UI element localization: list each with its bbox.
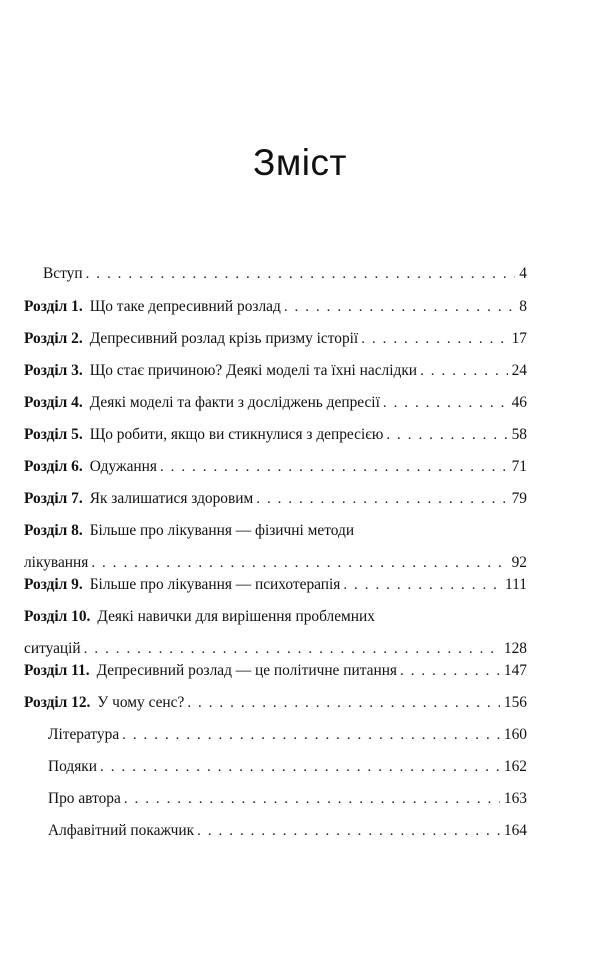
dot-leader	[256, 489, 507, 509]
toc-chapter-label: Розділ 10.	[24, 608, 91, 625]
toc-entry-title: Що робити, якщо ви стикнулися з депресією	[89, 426, 384, 443]
toc-entry-title-continuation: ситуацій	[24, 640, 81, 657]
toc-entry-title: Депресивний розлад крізь призму історії	[89, 330, 359, 347]
toc-entry	[24, 757, 527, 777]
dot-leader	[91, 553, 507, 573]
toc-entry-title: Алфавітний покажчик	[48, 822, 195, 839]
toc-entry-title: Література	[48, 726, 120, 743]
toc-page-number: 156	[503, 694, 527, 711]
toc-page-number: 8	[519, 298, 527, 315]
toc-entry	[24, 693, 527, 713]
toc-entry	[24, 661, 527, 681]
toc-entry	[24, 725, 527, 745]
toc-chapter-label: Розділ 8.	[24, 522, 83, 539]
toc-chapter-label: Розділ 4.	[24, 394, 83, 411]
toc-page-number: 162	[503, 758, 527, 775]
toc-entry	[24, 264, 527, 284]
toc-entry	[24, 457, 527, 477]
toc-entry-title: Вступ	[43, 265, 83, 282]
toc-entry	[24, 425, 527, 445]
dot-leader	[361, 329, 507, 349]
toc-entry	[24, 789, 527, 809]
toc-page-number: 160	[503, 726, 527, 743]
toc-page-number: 92	[511, 554, 527, 571]
dot-leader	[86, 264, 516, 284]
toc-page-number: 147	[503, 662, 527, 679]
toc-page-number: 164	[503, 822, 527, 839]
dot-leader	[400, 661, 500, 681]
toc-page-number: 24	[511, 362, 527, 379]
toc-entry-title: Про автора	[48, 790, 121, 807]
toc-entry-title: Більше про лікування — фізичні методи	[89, 522, 355, 539]
toc-entry-title: Деякі навички для вирішення проблемних	[97, 608, 375, 625]
toc-entry-title-continuation: лікування	[24, 554, 89, 571]
toc-page-number: 163	[503, 790, 527, 807]
toc-chapter-label: Розділ 5.	[24, 426, 83, 443]
toc-entry	[24, 575, 527, 595]
toc-page-number: 17	[511, 330, 527, 347]
dot-leader	[160, 457, 508, 477]
toc-page-number: 71	[511, 458, 527, 475]
toc-page-number: 79	[511, 490, 527, 507]
toc-entry-title: Депресивний розлад — це політичне питання	[96, 662, 398, 679]
dot-leader	[124, 789, 500, 809]
toc-page-number: 58	[511, 426, 527, 443]
toc-entry-title: У чому сенс?	[97, 694, 185, 711]
toc-chapter-label: Розділ 3.	[24, 362, 83, 379]
toc-chapter-label: Розділ 1.	[24, 298, 83, 315]
dot-leader	[122, 725, 500, 745]
page-title: Зміст	[253, 142, 347, 183]
toc-chapter-label: Розділ 12.	[24, 694, 91, 711]
toc-chapter-label: Розділ 7.	[24, 490, 83, 507]
toc-entry	[24, 297, 527, 317]
toc-entry-title: Деякі моделі та факти з досліджень депресії	[89, 394, 380, 411]
toc-entry-title: Більше про лікування — психотерапія	[89, 576, 341, 593]
toc-entry	[24, 393, 527, 413]
toc-entry	[24, 607, 527, 659]
toc-entry-title: Одужання	[89, 458, 157, 475]
toc-chapter-label: Розділ 6.	[24, 458, 83, 475]
toc-entry	[24, 361, 527, 381]
toc-chapter-label: Розділ 11.	[24, 662, 90, 679]
dot-leader	[197, 821, 500, 841]
toc-entry	[24, 521, 527, 573]
dot-leader	[420, 361, 508, 381]
toc-chapter-label: Розділ 9.	[24, 576, 83, 593]
toc-page-number: 111	[505, 576, 527, 593]
toc-entry-title: Як залишатися здоровим	[89, 490, 254, 507]
dot-leader	[383, 393, 508, 413]
dot-leader	[386, 425, 507, 445]
toc-entry	[24, 329, 527, 349]
toc-page-number: 46	[511, 394, 527, 411]
dot-leader	[284, 297, 515, 317]
toc-page-number: 128	[503, 640, 527, 657]
toc-chapter-label: Розділ 2.	[24, 330, 83, 347]
toc-entry-title: Подяки	[48, 758, 97, 775]
dot-leader	[187, 693, 500, 713]
toc-entry-title: Що стає причиною? Деякі моделі та їхні наслідки	[89, 362, 418, 379]
dot-leader	[100, 757, 500, 777]
toc-page-number: 4	[519, 265, 527, 282]
dot-leader	[343, 575, 501, 595]
toc-entry-title: Що таке депресивний розлад	[89, 298, 281, 315]
toc-entry	[24, 489, 527, 509]
dot-leader	[84, 639, 500, 659]
toc-entry	[24, 821, 527, 841]
